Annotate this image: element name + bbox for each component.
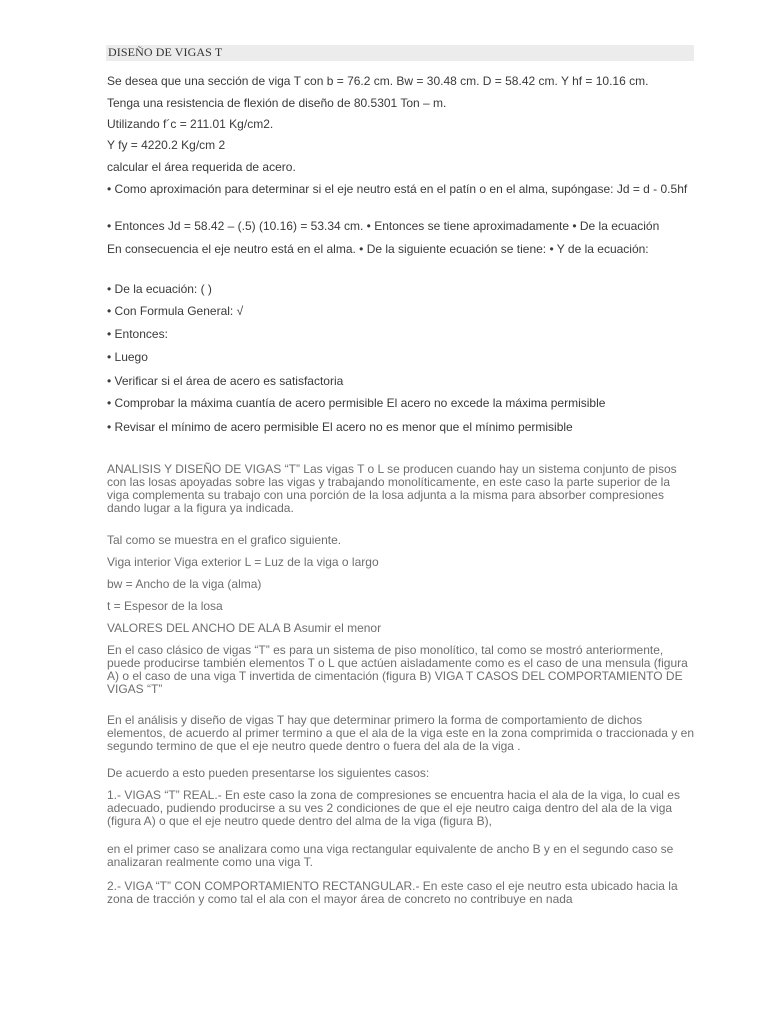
paragraph: Y fy = 4220.2 Kg/cm 2 bbox=[107, 138, 226, 152]
paragraph: En el análisis y diseño de vigas T hay que determinar primero la forma de comportamiento de dichos elementos, de acuerdo al primer termino a que el ala de la viga este en la zona comprimida o traccionada y en segundo termino de que el eje neutro quede dentro o fuera del ala de la viga . bbox=[107, 713, 694, 753]
document-title: DISEÑO DE VIGAS T bbox=[108, 45, 223, 59]
bullet-item: • Entonces: bbox=[107, 327, 168, 341]
paragraph: Utilizando f´c = 211.01 Kg/cm2. bbox=[107, 117, 274, 131]
paragraph: Tal como se muestra en el grafico siguiente. bbox=[107, 533, 342, 547]
paragraph: t = Espesor de la losa bbox=[107, 599, 223, 613]
bullet-paragraph: • Como aproximación para determinar si el eje neutro está en el patín o en el alma, supóngase: Jd = d - 0.5hf bbox=[107, 182, 688, 196]
bullet-item: • Verificar si el área de acero es satisfactoria bbox=[107, 374, 344, 388]
paragraph: 1.- VIGAS “T” REAL.- En este caso la zona de compresiones se encuentra hacia el ala de la viga, lo cual es adecuado, pudiendo producirse a su ves 2 condiciones de que el eje neutro caiga dentro del ala de la viga (figura A) o que el eje neutro quede dentro del alma de la viga (figura B), bbox=[107, 788, 680, 828]
paragraph: En el caso clásico de vigas “T” es para un sistema de piso monolítico, tal como se mostró anteriormente, puede producirse también elementos T o L que actúen aisladamente como es el caso de una mensula (figura A) o el caso de una viga T invertida de cimentación (figura B) VIGA T CASOS DEL COMPORTAMIENTO DE VIGAS “T” bbox=[107, 643, 688, 696]
section-heading: VALORES DEL ANCHO DE ALA B Asumir el menor bbox=[107, 621, 382, 635]
bullet-item: • Luego bbox=[107, 350, 148, 364]
paragraph: Tenga una resistencia de flexión de diseño de 80.5301 Ton – m. bbox=[107, 96, 447, 110]
bullet-item: • De la ecuación: ( ) bbox=[107, 282, 212, 296]
paragraph: En consecuencia el eje neutro está en el alma. • De la siguiente ecuación se tiene: • Y de la ecuación: bbox=[107, 242, 649, 256]
paragraph: 2.- VIGA “T” CON COMPORTAMIENTO RECTANGULAR.- En este caso el eje neutro esta ubicado hacia la zona de tracción y como tal el ala con el mayor área de concreto no contribuye en nada bbox=[107, 879, 678, 906]
paragraph: bw = Ancho de la viga (alma) bbox=[107, 577, 262, 591]
paragraph: Viga interior Viga exterior L = Luz de la viga o largo bbox=[107, 555, 379, 569]
paragraph: De acuerdo a esto pueden presentarse los siguientes casos: bbox=[107, 766, 430, 780]
bullet-item: • Con Formula General: √ bbox=[107, 304, 244, 318]
bullet-item: • Revisar el mínimo de acero permisible El acero no es menor que el mínimo permisible bbox=[107, 420, 573, 434]
bullet-item: • Comprobar la máxima cuantía de acero permisible El acero no excede la máxima permisible bbox=[107, 396, 606, 410]
bullet-paragraph: • Entonces Jd = 58.42 – (.5) (10.16) = 53.34 cm. • Entonces se tiene aproximadamente • De la ecuación bbox=[107, 219, 660, 233]
paragraph: calcular el área requerida de acero. bbox=[107, 160, 296, 174]
paragraph: en el primer caso se analizara como una viga rectangular equivalente de ancho B y en el segundo caso se analizaran realmente como una viga T. bbox=[107, 842, 674, 869]
paragraph: Se desea que una sección de viga T con b = 76.2 cm. Bw = 30.48 cm. D = 58.42 cm. Y hf = 10.16 cm. bbox=[107, 74, 649, 88]
paragraph: ANALISIS Y DISEÑO DE VIGAS “T” Las vigas T o L se producen cuando hay un sistema conjunto de pisos con las losas apoyadas sobre las vigas y trabajando monolíticamente, en este caso la parte superior de la viga complementa su trabajo con una porción de la losa adjunta a la misma para absorber compresiones dando lugar a la figura ya indicada. bbox=[107, 462, 677, 515]
